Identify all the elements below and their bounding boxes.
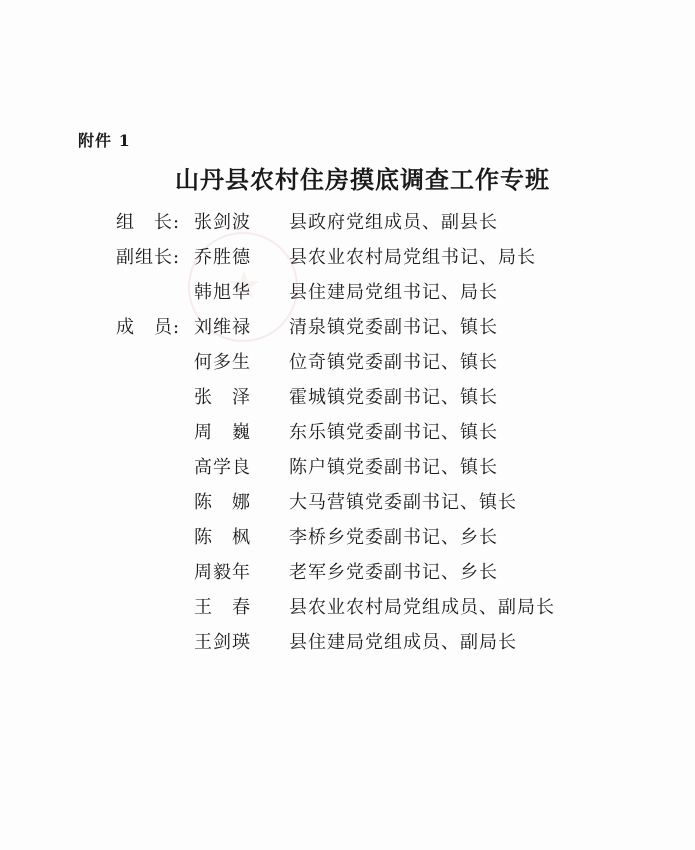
roster-row [0,555,695,590]
roster-position: 陈户镇党委副书记、镇长 [289,457,498,478]
roster-name: 何多生 [194,352,251,373]
roster-row [0,415,695,450]
roster-name: 乔胜德 [194,247,251,268]
roster-name: 高学良 [194,457,251,478]
roster-name: 张 泽 [194,387,251,408]
roster-row [0,520,695,555]
document-title: 山丹县农村住房摸底调查工作专班 [175,165,550,194]
roster-row [0,205,695,240]
roster-role: 副组长: [116,247,181,268]
roster-position: 清泉镇党委副书记、镇长 [289,317,498,338]
roster-row [0,310,695,345]
roster-name: 刘维禄 [194,317,251,338]
roster-position: 东乐镇党委副书记、镇长 [289,422,498,443]
roster-name: 王剑瑛 [194,632,251,653]
roster-name: 张剑波 [194,212,251,233]
roster-position: 老军乡党委副书记、乡长 [289,562,498,583]
roster-name: 王 春 [194,597,251,618]
roster-position: 霍城镇党委副书记、镇长 [289,387,498,408]
roster-position: 大马营镇党委副书记、镇长 [289,492,517,513]
roster-name: 陈 娜 [194,492,251,513]
roster-row [0,345,695,380]
roster-row [0,380,695,415]
roster-name: 陈 枫 [194,527,251,548]
roster-row [0,485,695,520]
roster-position: 县住建局党组成员、副局长 [289,632,517,653]
roster-row [0,625,695,660]
roster-row [0,240,695,275]
roster-row [0,590,695,625]
roster-row [0,275,695,310]
roster-row [0,450,695,485]
roster-name: 韩旭华 [194,282,251,303]
roster-name: 周 巍 [194,422,251,443]
roster-name: 周毅年 [194,562,251,583]
attachment-label: 附件 1 [78,131,131,150]
roster-role: 组 长: [116,212,181,233]
roster-position: 位奇镇党委副书记、镇长 [289,352,498,373]
roster-position: 县农业农村局党组书记、局长 [289,247,536,268]
roster-position: 县农业农村局党组成员、副局长 [289,597,555,618]
roster-position: 县住建局党组书记、局长 [289,282,498,303]
roster-position: 李桥乡党委副书记、乡长 [289,527,498,548]
roster-role: 成 员: [116,317,181,338]
roster-position: 县政府党组成员、副县长 [289,212,498,233]
